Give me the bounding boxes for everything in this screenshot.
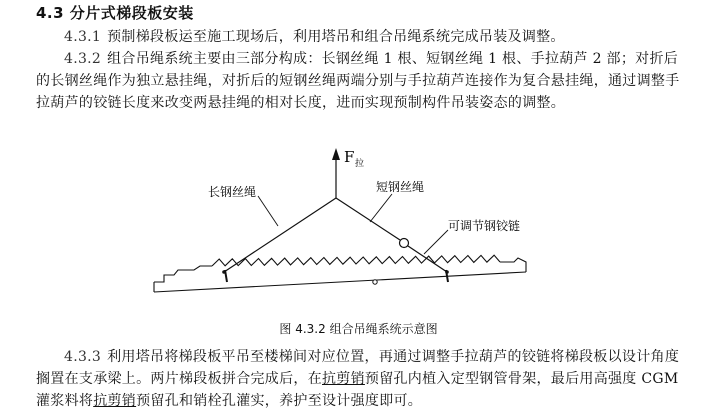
- paragraph-number: 4.3.3: [64, 349, 102, 365]
- underlined-term: 抗剪销: [93, 393, 137, 409]
- paragraph-text: 预留孔内植入定型钢管骨架，最后用高强度 CGM 灌浆料将: [36, 371, 679, 409]
- paragraph-4-3-3: [36, 346, 686, 412]
- force-subscript: 拉: [355, 159, 365, 169]
- section-title: 4.3 分片式梯段板安装: [36, 4, 194, 22]
- paragraph-text: 组合吊绳系统主要由三部分构成：长钢丝绳 1 根、短钢丝绳 1 根、手拉葫芦 2 部；对折后的长钢丝绳作为独立悬挂绳，对折后的短钢丝绳两端分别与手拉葫芦连接作为复合悬挂绳，通过调整手拉葫芦的铰链长度来改变两悬挂绳的相对长度，进而实现预制构件吊装姿态的调整。: [36, 51, 680, 111]
- leader-long: [258, 196, 278, 226]
- slab-right-end: [500, 258, 526, 272]
- slab-bottom: [154, 272, 526, 292]
- paragraph-text: 预留孔和销栓孔灌实，养护至设计强度即可。: [136, 393, 423, 409]
- chain-hoist-ring: [400, 239, 409, 248]
- paragraph-text: 利用塔吊将梯段板平吊至楼梯间对应位置，再通过调整手拉葫芦的铰链将梯段板以设计角度搁置在支承梁上。两片梯段板拼合完成后，在: [36, 349, 680, 387]
- stair-slab: [154, 255, 526, 292]
- label-short-rope: 短钢丝绳: [376, 180, 425, 194]
- shear-pin-hole: [373, 280, 377, 284]
- paragraph-text: 预制梯段板运至施工现场后，利用塔吊和组合吊绳系统完成吊装及调整。: [107, 29, 565, 45]
- slab-left-end: [154, 266, 212, 282]
- paragraph-number: 4.3.2: [64, 51, 102, 67]
- leader-chain: [424, 230, 448, 254]
- figure-caption: 图 4.3.2 组合吊绳系统示意图: [279, 322, 438, 336]
- underlined-term: 抗剪销: [322, 371, 365, 387]
- label-long-rope: 长钢丝绳: [208, 185, 257, 199]
- long-wire-rope: [224, 198, 336, 272]
- slab-step-teeth: [212, 255, 500, 266]
- short-wire-rope: [336, 198, 400, 240]
- force-arrow-head: [332, 148, 340, 160]
- label-chain: 可调节钢铰链: [448, 219, 521, 233]
- paragraph-number: 4.3.1: [64, 29, 102, 45]
- leader-short: [370, 194, 392, 222]
- force-label: F: [344, 148, 355, 166]
